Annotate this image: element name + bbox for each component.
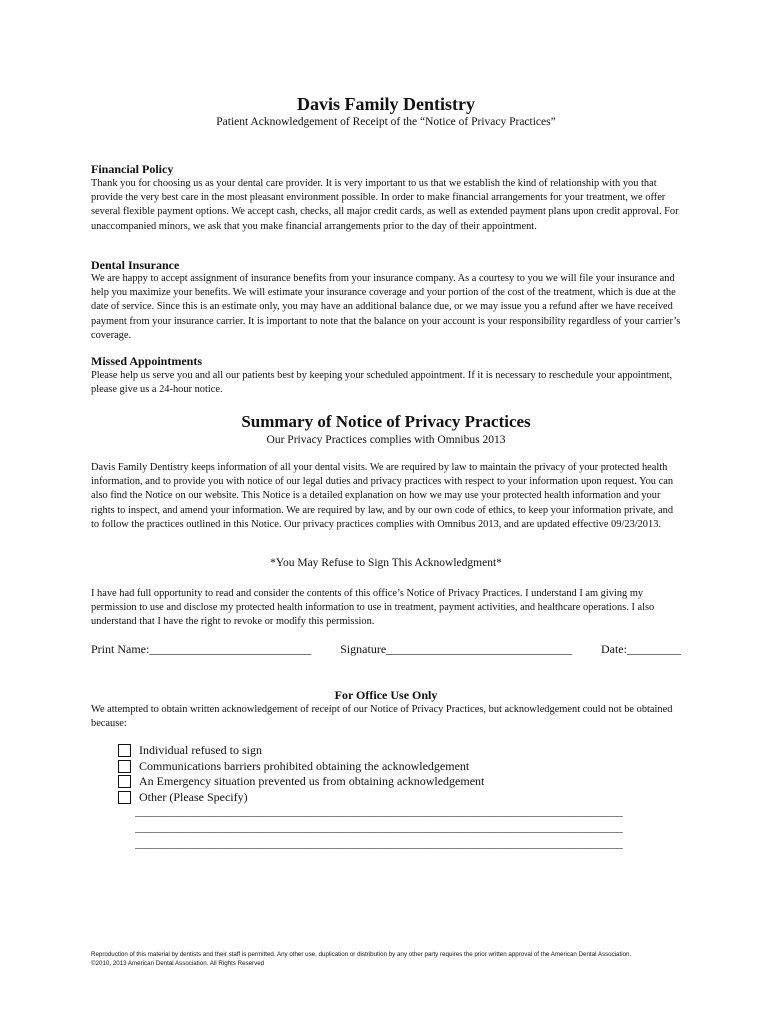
footer-copyright: ©2010, 2013 American Dental Association. All Rights Reserved bbox=[91, 960, 265, 968]
reason-label: Communications barriers prohibited obtaining the acknowledgement bbox=[139, 758, 470, 773]
signature-line bbox=[91, 642, 681, 657]
privacy-summary-subheading: Our Privacy Practices complies with Omnibus 2013 bbox=[266, 434, 506, 446]
consent-text: I have had full opportunity to read and consider the contents of this office’s Notice of Privacy Practices. I understand I am giving my permission to use and disclose my protected health information to use in treatment, payment activities, and healthcare operations. I also understand that I have the right to revoke or modify this permission. bbox=[91, 588, 655, 628]
reason-option bbox=[118, 743, 678, 759]
dental-insurance-text: We are happy to accept assignment of insurance benefits from your insurance company. As a courtesy to you we will file your insurance and help you maximize your benefits. We will estimate your insurance coverage and your portion of the cost of the treatment, which is due at the date of service. Since this is an estimate only, you may have an additional balance due, or we may issue you a refund after we have received payment from your insurance carrier. It is important to note that the balance on your account is your responsibility regardless of your carrier’s coverage. bbox=[91, 273, 681, 341]
print-name-field[interactable]: Print Name:___________________________ bbox=[91, 642, 312, 656]
checkbox[interactable] bbox=[118, 760, 131, 773]
document-subtitle: Patient Acknowledgement of Receipt of the “Notice of Privacy Practices” bbox=[216, 116, 556, 128]
document-title: Davis Family Dentistry bbox=[297, 94, 475, 114]
privacy-summary-text: Davis Family Dentistry keeps information of all your dental visits. We are required by law to maintain the privacy of your protected health information, and to provide you with notice of our legal duties and privacy practices with respect to your information upon request. You can also find the Notice on our website. This Notice is a detailed explanation on how we may use your protected health information and your rights to inspect, and amend your information. We are required by law, and by our own code of ethics, to keep your information private, and to follow the practices outlined in this Notice. Our privacy practices complies with Omnibus 2013, and are updated effective 09/23/2013. bbox=[91, 462, 674, 530]
specify-line[interactable]: ____________________________________________________________________________________________ bbox=[135, 822, 623, 834]
office-use-heading: For Office Use Only bbox=[334, 688, 438, 702]
checkbox[interactable] bbox=[118, 791, 131, 804]
refuse-note: *You May Refuse to Sign This Acknowledgment* bbox=[270, 557, 502, 569]
reason-label: Other (Please Specify) bbox=[139, 789, 248, 804]
footer-reproduction-note: Reproduction of this material by dentists and their staff is permitted. Any other use, duplication or distribution by any other party requires the prior written approval of the American Dental Association. bbox=[91, 951, 632, 958]
reason-label: Individual refused to sign bbox=[139, 743, 262, 758]
specify-line[interactable]: ____________________________________________________________________________________________ bbox=[135, 838, 623, 850]
dental-insurance-heading: Dental Insurance bbox=[91, 258, 180, 272]
financial-policy-heading: Financial Policy bbox=[91, 162, 174, 176]
office-use-text: We attempted to obtain written acknowledgement of receipt of our Notice of Privacy Practices, but acknowledgement could not be obtained because: bbox=[91, 704, 673, 730]
financial-policy-text: Thank you for choosing us as your dental care provider. It is very important to us that we establish the kind of relationship with you that provide the very best care in the most pleasant environment possible. In order to make financial arrangements for your treatment, we offer several flexible payment options. We accept cash, checks, all major credit cards, as well as extended payment plans upon credit approval. For unaccompanied minors, we ask that you make financial arrangements prior to the day of their appointment. bbox=[91, 178, 679, 232]
checkbox[interactable] bbox=[118, 775, 131, 788]
missed-appointments-text: Please help us serve you and all our patients best by keeping your scheduled appointment. If it is necessary to reschedule your appointment, please give us a 24-hour notice. bbox=[91, 370, 673, 396]
copyright-footer bbox=[91, 950, 691, 969]
checkbox[interactable] bbox=[118, 744, 131, 757]
specify-line[interactable]: ____________________________________________________________________________________________ bbox=[135, 806, 623, 818]
missed-appointments-heading: Missed Appointments bbox=[91, 354, 203, 368]
reason-option bbox=[118, 759, 678, 775]
reason-option bbox=[118, 774, 678, 790]
signature-field[interactable]: Signature_______________________________ bbox=[340, 642, 573, 656]
privacy-summary-heading: Summary of Notice of Privacy Practices bbox=[241, 412, 531, 431]
reason-checklist bbox=[118, 743, 678, 805]
reason-label: An Emergency situation prevented us from obtaining acknowledgement bbox=[139, 774, 485, 789]
reason-option bbox=[118, 790, 678, 806]
date-field[interactable]: Date:_________ bbox=[600, 642, 681, 656]
